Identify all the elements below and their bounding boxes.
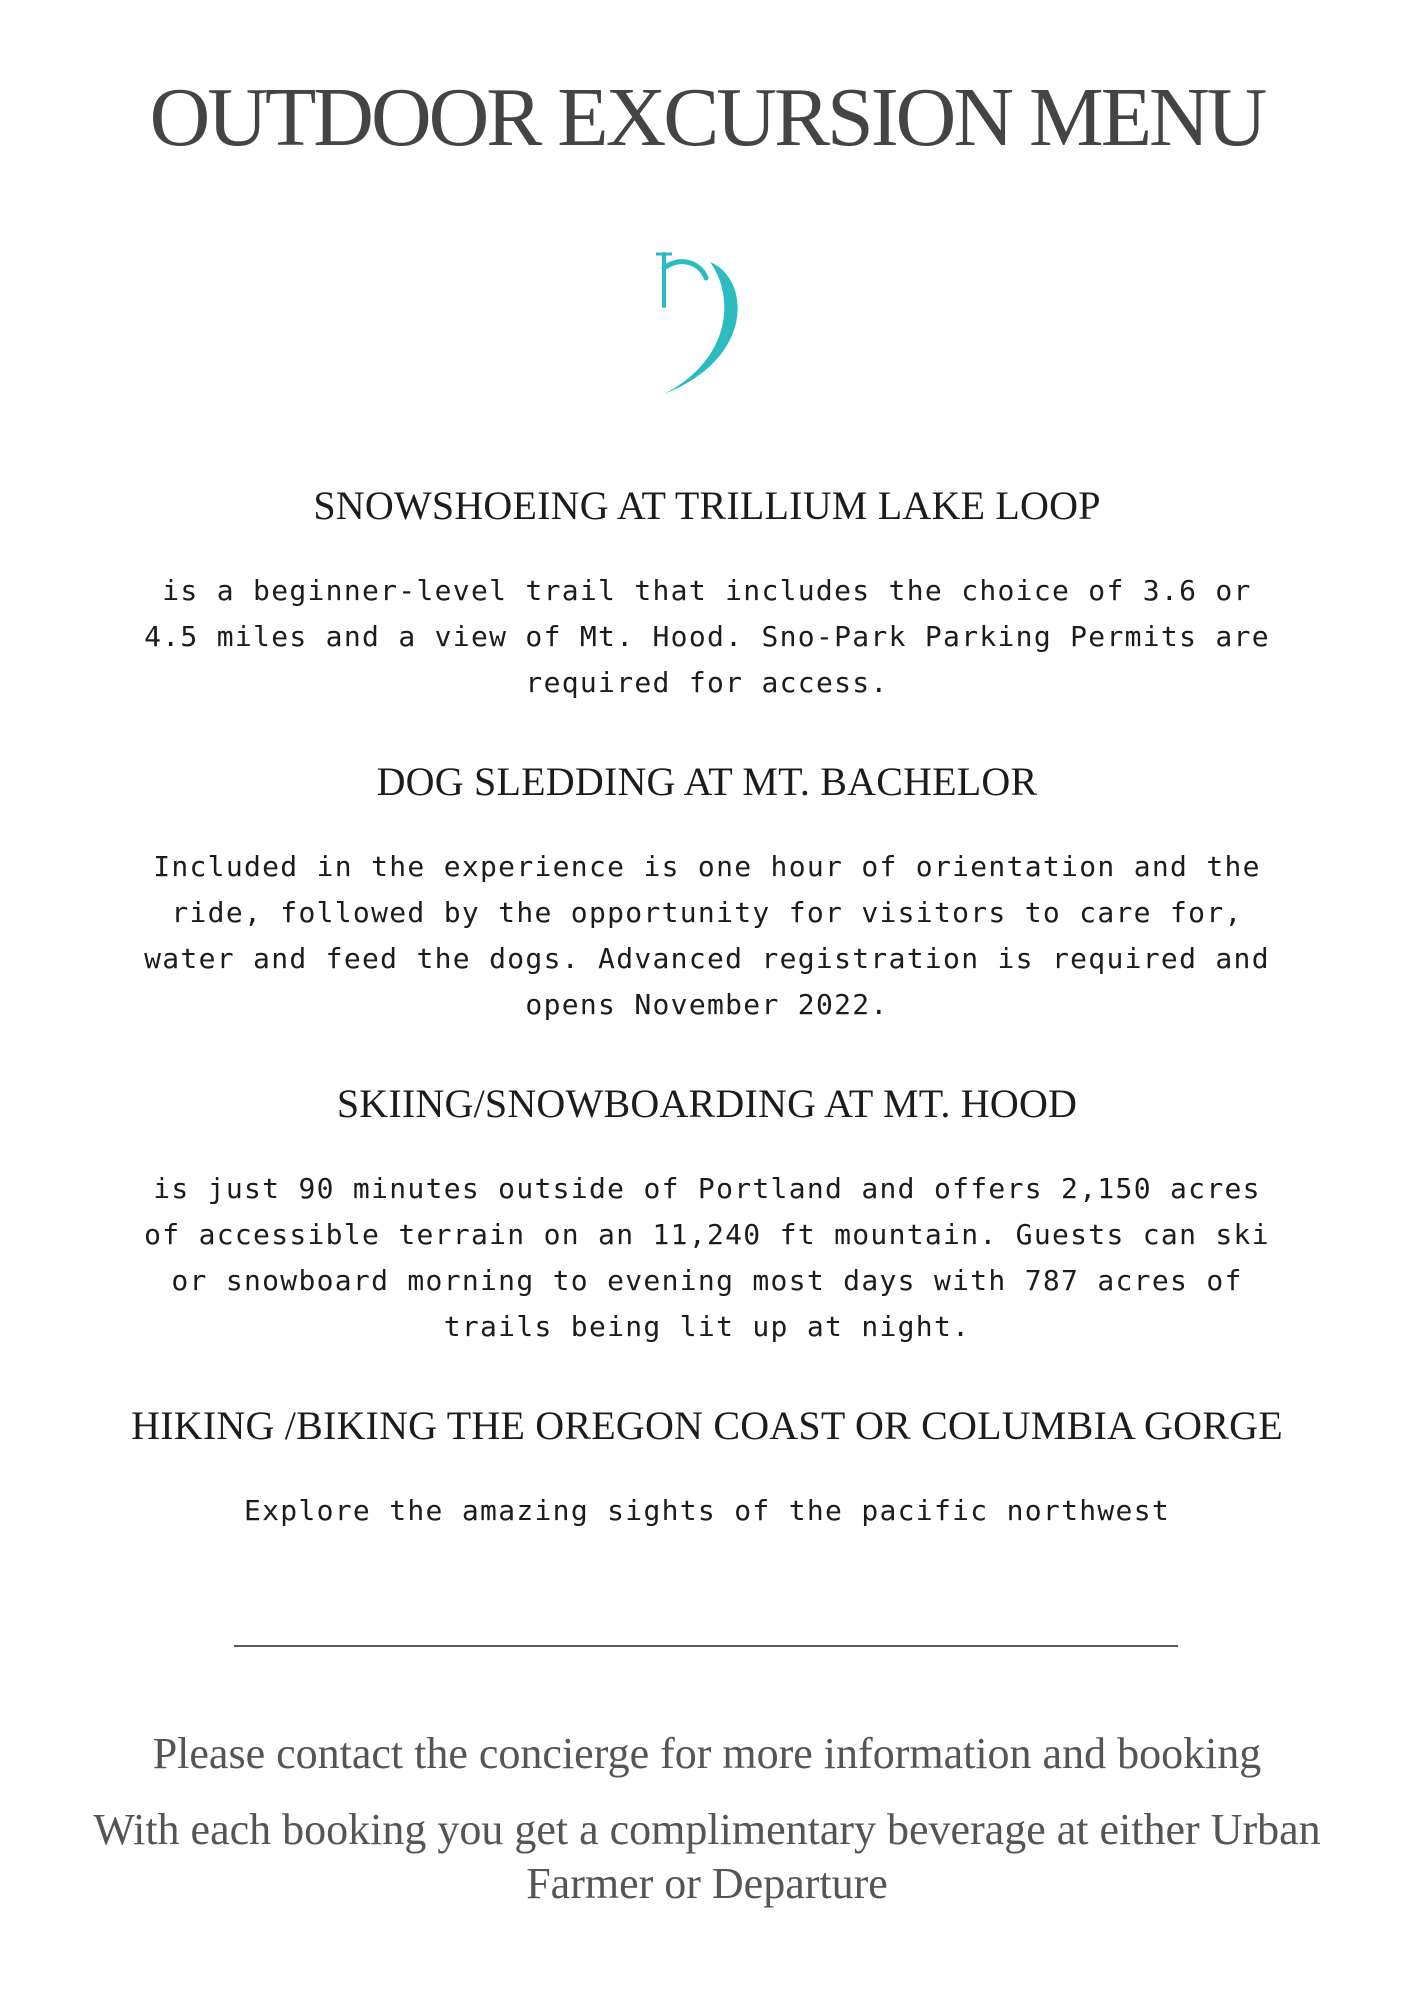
excursion-heading: SKIING/SNOWBOARDING AT MT. HOOD (336, 1081, 1078, 1126)
excursion-hiking-biking (60, 1402, 1354, 1534)
excursion-description: is just 90 minutes outside of Portland and offers 2,150 acres of accessible terrain on an 11,240 ft mountain. Guests can ski or snowboard morning to evening most days with 787 acres of trails being lit up at night. (144, 1172, 1270, 1343)
page-title: OUTDOOR EXCURSION MENU (149, 71, 1265, 164)
divider-line (234, 1645, 1178, 1647)
excursion-heading: DOG SLEDDING AT MT. BACHELOR (376, 759, 1038, 804)
excursion-description: Included in the experience is one hour of orientation and the ride, followed by the opportunity for visitors to care for, water and feed the dogs. Advanced registration is required and opens November 2022. (144, 850, 1270, 1021)
excursion-snowshoeing (60, 482, 1354, 706)
excursion-dog-sledding (60, 758, 1354, 1028)
excursion-heading: HIKING /BIKING THE OREGON COAST OR COLUMBIA GORGE (131, 1403, 1283, 1448)
excursion-heading: SNOWSHOEING AT TRILLIUM LAKE LOOP (313, 483, 1101, 528)
excursion-description: is a beginner-level trail that includes the choice of 3.6 or 4.5 miles and a view of Mt. Hood. Sno-Park Parking Permits are required for access. (144, 574, 1270, 699)
excursion-description: Explore the amazing sights of the pacific northwest (243, 1494, 1171, 1527)
crescent-logo-icon (650, 248, 760, 398)
booking-bonus-note: With each booking you get a complimentary beverage at either Urban Farmer or Departure (93, 1805, 1321, 1908)
excursion-skiing (60, 1080, 1354, 1350)
contact-note: Please contact the concierge for more information and booking (152, 1729, 1262, 1778)
